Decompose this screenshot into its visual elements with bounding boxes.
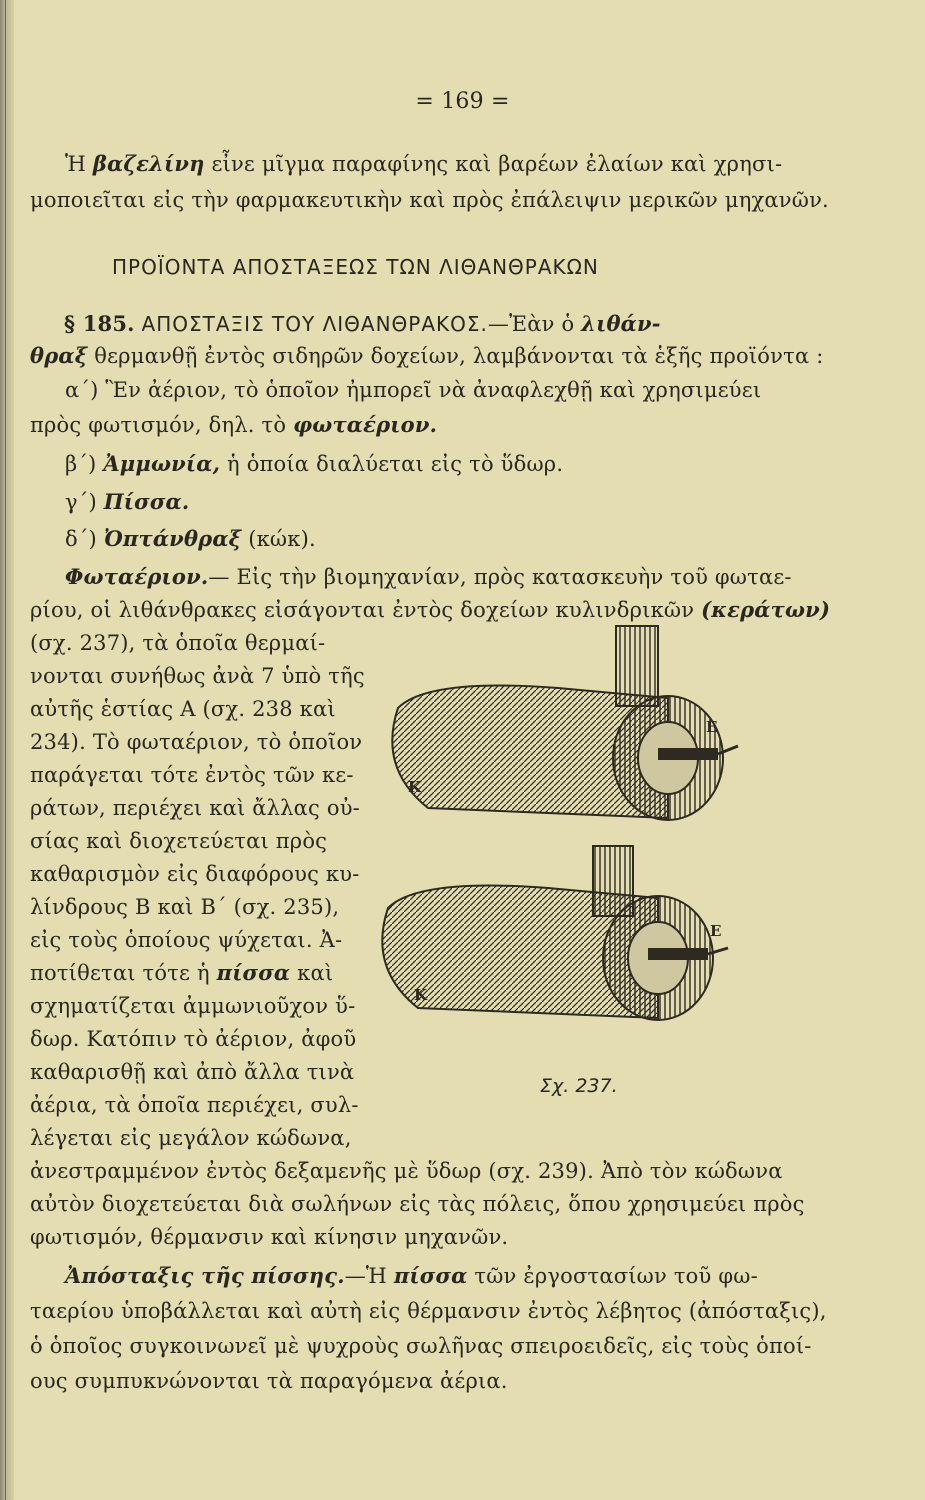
item-a-line-2: πρὸς φωτισμόν, δηλ. τὸ φωταέριον. [30, 412, 438, 437]
text-line: λέγεται εἰς μεγάλον κώδωνα, [30, 1126, 352, 1150]
pissa-line-3: ὁ ὁποῖος συγκοινωνεῖ μὲ ψυχροὺς σωλῆνας σπειροειδεῖς, εἰς τοὺς ὁποί- [30, 1334, 812, 1358]
text-line: παράγεται τότε ἐντὸς τῶν κε- [30, 763, 354, 787]
retort-illustration [368, 618, 833, 1033]
paragraph-vaseline-line-1: Ἡ βαζελίνη εἶνε μῖγμα παραφίνης καὶ βαρέων ἐλαίων καὶ χρησι- [65, 151, 783, 176]
retort-bottom [382, 846, 728, 1020]
section-heading: ΠΡΟΪΟΝΤΑ ΑΠΟΣΤΑΞΕΩΣ ΤΩΝ ΛΙΘΑΝΘΡΑΚΩΝ [112, 255, 599, 279]
item-d: δ΄) Ὀπτάνθραξ (κώκ). [65, 526, 316, 551]
text-line: αὐτῆς ἑστίας Α (σχ. 238 καὶ [30, 697, 336, 721]
text-line: ἀνεστραμμένον ἐντὸς δεξαμενῆς μὲ ὕδωρ (σχ. 239). Ἀπὸ τὸν κώδωνα [30, 1159, 783, 1183]
figure-caption: Σχ. 237. [540, 1075, 618, 1097]
text-line: εἰς τοὺς ὁποίους ψύχεται. Ἀ- [30, 928, 343, 952]
text-line: ράτων, περιέχει καὶ ἄλλας οὐ- [30, 796, 360, 820]
section-185-line-1: § 185. ΑΠΟΣΤΑΞΙΣ ΤΟΥ ΛΙΘΑΝΘΡΑΚΟΣ.—Ἐὰν ὁ λιθάν- [64, 311, 661, 336]
section-185-line-2: θραξ θερμανθῇ ἐντὸς σιδηρῶν δοχείων, λαμβάνονται τὰ ἑξῆς προϊόντα : [30, 343, 824, 368]
text-line: καθαρισθῇ καὶ ἀπὸ ἄλλα τινὰ [30, 1060, 355, 1084]
text-line: σχηματίζεται ἀμμωνιοῦχον ὕ- [30, 994, 356, 1018]
photaerion-line-2: ρίου, οἱ λιθάνθρακες εἰσάγονται ἐντὸς δοχείων κυλινδρικῶν (κεράτων) [30, 597, 831, 622]
label-k-bottom: Κ [414, 986, 428, 1004]
item-a-line-1: α΄) Ἓν ἀέριον, τὸ ὁποῖον ἠμπορεῖ νὰ ἀναφλεχθῇ καὶ χρησιμεύει [65, 378, 762, 402]
text-line: αὐτὸν διοχετεύεται διὰ σωλήνων εἰς τὰς πόλεις, ὅπου χρησιμεύει πρὸς [30, 1192, 805, 1216]
text-line: (σχ. 237), τὰ ὁποῖα θερμαί- [30, 631, 326, 655]
text-line: λίνδρους Β καὶ Β΄ (σχ. 235), [30, 895, 340, 919]
text-line: ποτίθεται τότε ἡ πίσσα καὶ [30, 960, 334, 985]
label-e-top: Ε [706, 718, 718, 736]
retort-top [392, 626, 738, 820]
page-binding-edge [0, 0, 14, 1500]
label-k-top: Κ [408, 778, 422, 796]
section-title: ΑΠΟΣΤΑΞΙΣ ΤΟΥ ΛΙΘΑΝΘΡΑΚΟΣ. [141, 312, 488, 336]
item-g: γ΄) Πίσσα. [65, 489, 190, 514]
paragraph-vaseline-line-2: μοποιεῖται εἰς τὴν φαρμακευτικὴν καὶ πρὸς ἐπάλειψιν μερικῶν μηχανῶν. [30, 188, 829, 212]
text-line: καθαρισμὸν εἰς διαφόρους κυ- [30, 862, 360, 886]
figure-237-retorts [368, 618, 833, 1033]
pissa-line-1: Ἀπόσταξις τῆς πίσσης.—Ἡ πίσσα τῶν ἐργοστασίων τοῦ φω- [65, 1263, 758, 1288]
text-line: φωτισμόν, θέρμανσιν καὶ κίνησιν μηχανῶν. [30, 1225, 509, 1249]
label-e-bottom: Ε [710, 922, 722, 940]
photaerion-line-1: Φωταέριον.— Εἰς τὴν βιομηχανίαν, πρὸς κατασκευὴν τοῦ φωταε- [65, 564, 792, 589]
text-line: ἀέρια, τὰ ὁποῖα περιέχει, συλ- [30, 1093, 359, 1117]
page-number: = 169 = [415, 89, 510, 114]
text-line: νονται συνήθως ἀνὰ 7 ὑπὸ τῆς [30, 664, 365, 688]
text-line: σίας καὶ διοχετεύεται πρὸς [30, 829, 328, 853]
text-line: δωρ. Κατόπιν τὸ ἀέριον, ἀφοῦ [30, 1027, 357, 1051]
pissa-line-4: ους συμπυκνώνονται τὰ παραγόμενα ἀέρια. [30, 1369, 508, 1393]
section-number: § 185. [64, 311, 135, 336]
pissa-line-2: ταερίου ὑποβάλλεται καὶ αὐτὴ εἰς θέρμανσιν ἐντὸς λέβητος (ἀπόσταξις), [30, 1299, 827, 1323]
item-b: β΄) Ἀμμωνία, ἡ ὁποία διαλύεται εἰς τὸ ὕδωρ. [65, 451, 564, 476]
text-line: 234). Τὸ φωταέριον, τὸ ὁποῖον [30, 730, 363, 754]
